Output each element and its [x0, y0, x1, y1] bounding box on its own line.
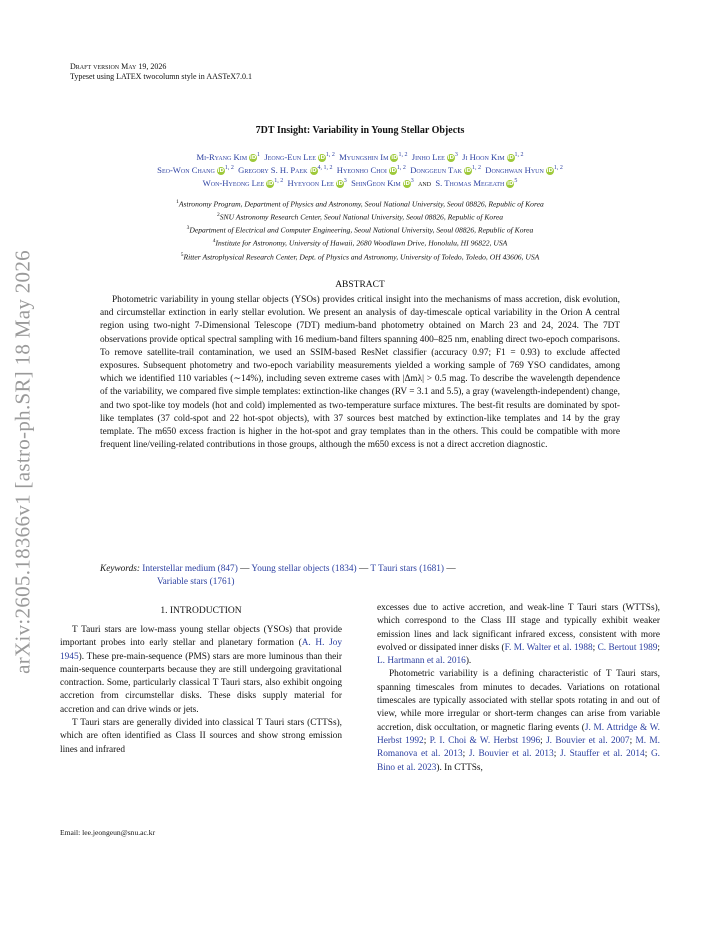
- affil-text: Ritter Astrophysical Research Center, Dept. of Physics and Astronomy, University of Toledo, Toledo, OH 43606, USA: [183, 252, 540, 262]
- keywords-label: Keywords:: [100, 564, 140, 574]
- and-word: and: [418, 177, 432, 188]
- author-affil-sup: 1, 2: [553, 165, 563, 171]
- author-affil-sup: 3: [410, 178, 414, 184]
- paragraph: Photometric variability is a defining characteristic of T Tauri stars, spanning timescales from minutes to decades. Variations on rotational timescales are typically associated with stellar spots rotating in and out of view, while more irregular or short-term changes can arise from variable accretion, disk occultation, or magnetic flaring events (J. M. Attridge & W. Herbst 1992; P. I. Choi & W. Herbst 1996; J. Bouvier et al. 2007; M. M. Romanova et al. 2013; J. Bouvier et al. 2013; J. Stauffer et al. 2014; G. Bino et al. 2023). In CTTSs,: [377, 669, 661, 773]
- orcid-icon[interactable]: iD: [318, 154, 326, 161]
- author-link[interactable]: ShinGeon Kim: [351, 177, 401, 188]
- keyword-separator: —: [358, 564, 369, 574]
- author-affil-sup: 1: [257, 152, 261, 158]
- text-run: ). These pre-main-sequence (PMS) stars are more luminous than their main-sequence counterparts because they are still undergoing gravitational contraction. Some, particularly classical T Tauri stars, also exhibit ongoing accretion from circumstellar disks. These disks supply material for accretion and can drive winds or jets.: [60, 651, 342, 715]
- affil-text: Astronomy Program, Department of Physics and Astronomy, Seoul National University, Seoul 08826, Republic of Korea: [178, 199, 544, 209]
- author-link[interactable]: Jinho Lee: [411, 151, 445, 162]
- author-link[interactable]: Donggeun Tak: [410, 164, 462, 175]
- text-run: excesses due to active accretion, and weak-line T Tauri stars (WTTSs), which correspond to the Class III stage and typically exhibit weaker emission lines and lack significant infrared excess, consistent with more evolved or dissipated inner disks (: [377, 603, 660, 653]
- author-affil-sup: 3: [343, 178, 347, 184]
- author-affil-sup: 1, 2: [396, 165, 406, 171]
- citation-link[interactable]: J. Bouvier et al. 2007: [546, 735, 630, 746]
- keyword-separator: —: [446, 564, 456, 574]
- paper-title: 7DT Insight: Variability in Young Stellar Objects: [255, 125, 465, 136]
- author-affil-sup: 3: [454, 152, 458, 158]
- citation-link[interactable]: J. M. Attridge & W. Herbst 1992: [377, 722, 661, 746]
- author-link[interactable]: Myungshin Im: [339, 151, 389, 162]
- paragraph: [60, 624, 342, 717]
- keyword-link[interactable]: Young stellar objects (1834): [251, 564, 357, 574]
- citation-link[interactable]: P. I. Choi & W. Herbst 1996: [429, 735, 541, 746]
- citation-link[interactable]: A. H. Joy 1945: [60, 638, 343, 662]
- orcid-icon[interactable]: iD: [447, 154, 455, 161]
- affil-text: SNU Astronomy Research Center, Seoul National University, Seoul 08826, Republic of Korea: [219, 212, 504, 222]
- citation-link[interactable]: L. Hartmann et al. 2016: [377, 656, 466, 667]
- author-link[interactable]: Hyeonho Choi: [336, 164, 387, 175]
- right-column: [377, 602, 660, 775]
- paragraph: T Tauri stars are generally divided into classical T Tauri stars (CTTSs), which are often identified as Class II sources and show strong emission lines and infrared: [60, 718, 342, 755]
- author-affil-sup: 1, 2: [224, 165, 234, 171]
- abstract-body: [100, 294, 620, 452]
- affil-text: Institute for Astronomy, University of Hawaii, 2680 Woodlawn Drive, Honolulu, HI 96822, USA: [215, 238, 508, 248]
- orcid-icon[interactable]: iD: [403, 180, 410, 187]
- author-link[interactable]: S. Thomas Megeath: [435, 177, 505, 188]
- author-link[interactable]: Donghwan Hyun: [485, 164, 544, 175]
- citation-link[interactable]: J. Bouvier et al. 2013: [468, 749, 554, 760]
- affiliation: [60, 252, 660, 262]
- author-affil-sup: 5: [514, 178, 518, 184]
- typeset-line: Typeset using LATEX twocolumn style in AASTeX7.0.1: [70, 72, 252, 81]
- author-affil-sup: 1, 2: [398, 152, 408, 158]
- keyword-link[interactable]: Interstellar medium (847): [142, 564, 238, 574]
- author-link[interactable]: Won-Hyeong Lee: [202, 177, 265, 188]
- author-link[interactable]: Jeong-Eun Lee: [264, 151, 316, 162]
- affiliation: [60, 225, 660, 235]
- affil-text: Department of Electrical and Computer Engineering, Seoul National University, Seoul 08826, Republic of Korea: [189, 225, 534, 235]
- author-link[interactable]: Hyeyoon Lee: [287, 177, 334, 188]
- corresponding-email: Email: lee.jeongeun@snu.ac.kr: [60, 828, 156, 837]
- abstract-text: Photometric variability in young stellar objects (YSOs) provides critical insight into the mechanisms of mass accretion, disk evolution, and circumstellar extinction in early stellar evolution. We present an analysis of day-timescale optical variability in the Orion A central region using two-night 7-Dimensional Telescope (7DT) medium-band photometry obtained on March 23 and 24, 2024. The 7DT observations provide optical spectral sampling with 16 medium-band filters spanning 400–825 nm, enabling direct two-epoch comparisons. To remove satellite-trail contamination, we used an SSIM-based ResNet classifier (accuracy 0.97; F1 = 0.93) to exclude affected exposures. Subsequent photometry and two-epoch variability measurements yielded a working sample of 769 YSO candidates, among which we identified 110 variables (∼14%), including seven extreme cases with |Δmλ| > 0.5 mag. To describe the wavelength dependence of the variability, we compared five simple templates: extinction-like changes (RV = 3.1 and 5.5), a gray (wavelength-independent) change, and two spot-like toy models (hot and cold) implemented as two-temperature surface mixtures. The best-fit results are dominated by spot-like templates (37 cold-spot and 22 hot-spot objects), with 37 sources best matched by extinction-like templates and 14 by the gray template. The m650 excess fraction is higher in the hot-spot and gray templates than in the others. This could be compatible with more frequent line/veiling-related contributions in those groups, although the m650 excess is not a direct accretion diagnostic.: [100, 295, 620, 451]
- citation-link[interactable]: F. M. Walter et al. 1988: [504, 642, 593, 653]
- orcid-icon[interactable]: iD: [391, 154, 398, 161]
- keyword-link[interactable]: T Tauri stars (1681): [370, 564, 445, 574]
- orcid-icon[interactable]: iD: [546, 167, 554, 174]
- orcid-icon[interactable]: iD: [389, 167, 397, 174]
- author-affil-sup: 1, 2: [274, 178, 284, 184]
- orcid-icon[interactable]: iD: [507, 154, 514, 161]
- text-run: ). In CTTSs,: [436, 762, 483, 773]
- author-link[interactable]: Ji Hoon Kim: [462, 151, 505, 162]
- affil-number: 2: [216, 212, 220, 218]
- citation-link[interactable]: G. Bino et al. 2023: [377, 749, 660, 773]
- orcid-icon[interactable]: iD: [336, 180, 344, 187]
- left-column: [60, 624, 342, 757]
- orcid-icon[interactable]: iD: [267, 180, 274, 187]
- affil-number: 4: [212, 238, 216, 244]
- affiliation: [60, 199, 660, 209]
- citation-link[interactable]: M. M. Romanova et al. 2013: [377, 735, 660, 760]
- author-affil-sup: 4, 1, 2: [317, 165, 333, 171]
- orcid-icon[interactable]: iD: [310, 167, 317, 174]
- orcid-icon[interactable]: iD: [249, 154, 257, 161]
- author-link[interactable]: Seo-Won Chang: [157, 164, 215, 175]
- affil-number: 3: [186, 225, 190, 231]
- arxiv-identifier-stamp: [2, 232, 44, 692]
- affiliation: [60, 212, 660, 222]
- citation-link[interactable]: J. Stauffer et al. 2014: [559, 749, 645, 760]
- orcid-icon[interactable]: iD: [507, 180, 514, 187]
- orcid-icon[interactable]: iD: [217, 167, 225, 174]
- draft-header: [70, 62, 252, 82]
- keywords-block: [100, 563, 620, 589]
- text-run: ).: [465, 656, 472, 667]
- author-affil-sup: 1, 2: [471, 165, 481, 171]
- keyword-separator: —: [240, 564, 250, 574]
- text-run: Photometric variability is a defining characteristic of T Tauri stars, spanning timescales from minutes to decades. Variations on rotational timescales are typically associated with stellar spots rotating in and out of view, while more irregular or short-term changes can arise from variable accretion, disk occultation, or magnetic flaring events (: [377, 669, 660, 733]
- text-run: T Tauri stars are low-mass young stellar objects (YSOs) that provide important probes into early stellar and planetary formation (: [60, 625, 342, 649]
- author-affil-sup: 1, 2: [514, 152, 524, 158]
- abstract-heading: ABSTRACT: [335, 280, 385, 290]
- orcid-icon[interactable]: iD: [464, 167, 472, 174]
- author-affil-sup: 1, 2: [325, 152, 335, 158]
- keyword-link[interactable]: Variable stars (1761): [157, 577, 235, 587]
- affil-number: 1: [176, 199, 179, 205]
- author-link[interactable]: Mi-Ryang Kim: [196, 151, 248, 162]
- paragraph: excesses due to active accretion, and weak-line T Tauri stars (WTTSs), which correspond to the Class III stage and typically exhibit weaker emission lines and lack significant infrared excess, consistent with more evolved or dissipated inner disks (F. M. Walter et al. 1988; C. Bertout 1989; L. Hartmann et al. 2016).: [377, 603, 660, 667]
- draft-version-line: Draft version May 19, 2026: [70, 62, 167, 71]
- arxiv-stamp-text: arXiv:2605.18366v1 [astro-ph.SR] 18 May 2026: [10, 250, 35, 674]
- affiliation: [60, 238, 660, 248]
- section-heading-introduction: 1. INTRODUCTION: [160, 606, 242, 616]
- affil-number: 5: [180, 252, 184, 258]
- citation-link[interactable]: C. Bertout 1989: [597, 642, 658, 653]
- author-link[interactable]: Gregory S. H. Paek: [238, 164, 308, 175]
- author-line-3: [60, 175, 660, 190]
